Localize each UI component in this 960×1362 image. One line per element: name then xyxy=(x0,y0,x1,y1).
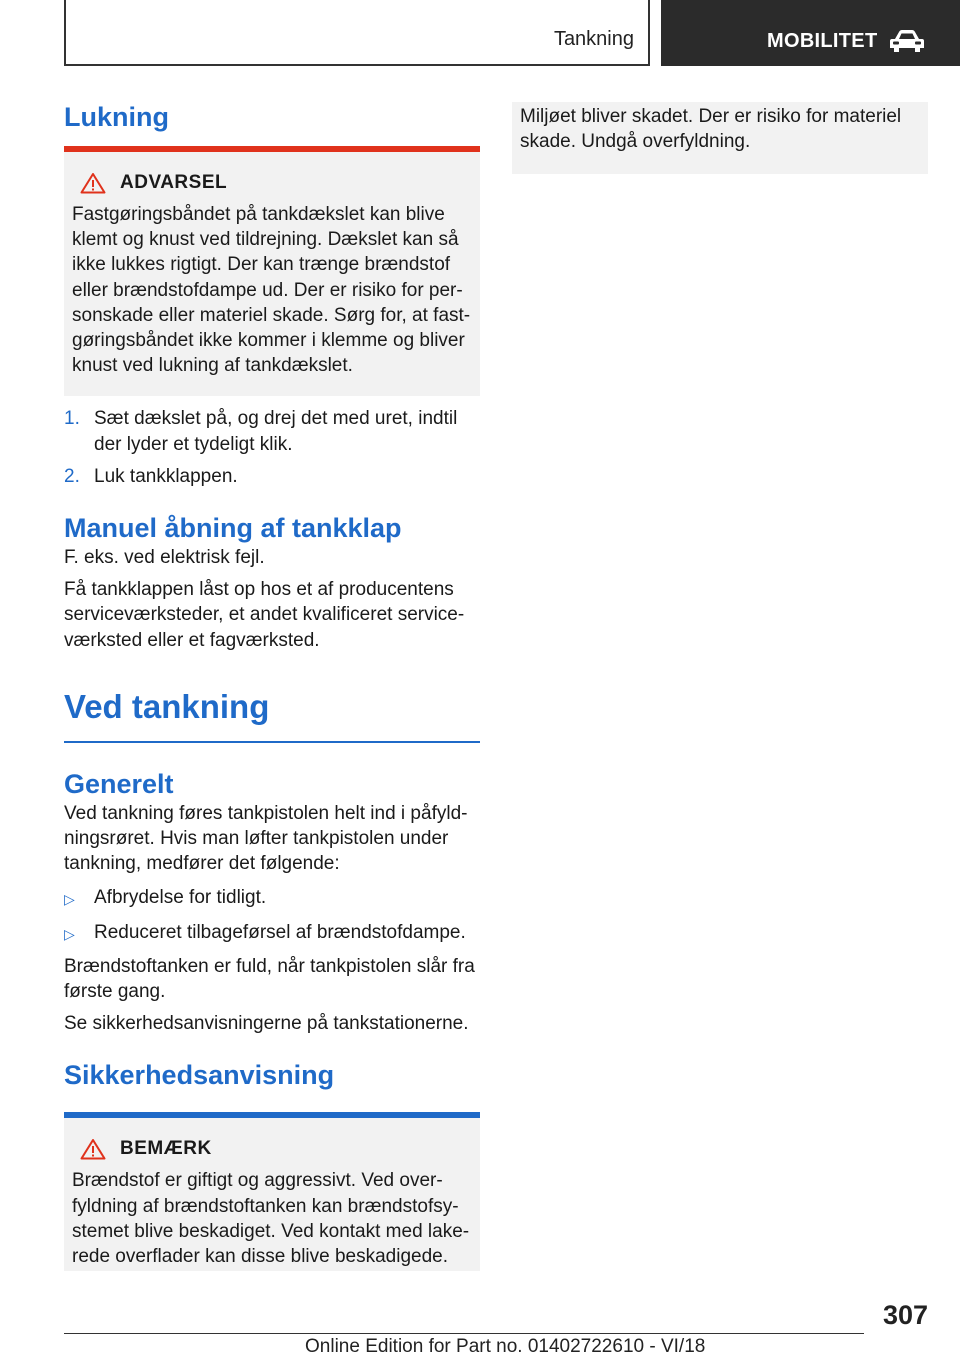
page-number: 307 xyxy=(882,1300,928,1330)
footer-edition: Online Edition for Part no. 01402722610 - VI/18 xyxy=(305,1336,706,1357)
heading-closing: Lukning xyxy=(64,102,169,132)
paragraph: Få tankklappen låst op hos et af producentens serviceværksteder, et andet kvalificeret service-værksted eller et fagværksted. xyxy=(64,579,465,651)
notice-continuation-box xyxy=(512,102,928,174)
left-column xyxy=(64,100,480,1271)
bullet-text: Reduceret tilbageførsel af brændstofdampe. xyxy=(94,921,466,943)
car-front-icon xyxy=(889,29,925,53)
bullet-triangle: ▷ xyxy=(64,891,75,908)
chapter-title: Tankning xyxy=(553,28,634,50)
step-number: 1. xyxy=(64,408,80,430)
bullet-text: Afbrydelse for tidligt. xyxy=(94,887,267,909)
step-number: 2. xyxy=(64,465,80,487)
section-title: MOBILITET xyxy=(767,30,878,52)
list-item xyxy=(64,406,480,456)
refuel-bullets xyxy=(64,885,480,946)
bullet-triangle: ▷ xyxy=(64,925,75,942)
heading-refueling: Ved tankning xyxy=(64,687,270,725)
closing-steps xyxy=(64,406,480,489)
notice-box xyxy=(64,1118,480,1271)
notice-text: Brændstof er giftigt og aggressivt. Ved over-fyldning af brændstoftanken kan brændstofsy-stemet blive beskadiget. Ved kontakt med lake-rede overflader kan disse blive beskadigede. xyxy=(72,1170,470,1268)
heading-manual-opening: Manuel åbning af tankklap xyxy=(64,513,402,544)
warning-triangle-icon xyxy=(80,1138,106,1160)
paragraph: Se sikkerhedsanvisningerne på tankstationerne. xyxy=(64,1013,469,1035)
notice-label: BEMÆRK xyxy=(120,1138,212,1160)
notice-continuation-text: Miljøet bliver skadet. Der er risiko for materiel skade. Undgå overfyldning. xyxy=(520,106,902,153)
warning-box xyxy=(64,152,480,396)
step-text: Sæt dækslet på, og drej det med uret, indtil der lyder et tydeligt klik. xyxy=(94,408,458,455)
heading-rule xyxy=(64,741,480,743)
paragraph: Ved tankning føres tankpistolen helt ind i påfyld-ningsrøret. Hvis man løfter tankpistolen under tankning, medfører det følgende: xyxy=(64,802,468,875)
step-text: Luk tankklappen. xyxy=(94,465,238,487)
heading-safety: Sikkerhedsanvisning xyxy=(64,1060,335,1091)
paragraph: Brændstoftanken er fuld, når tankpistolen slår fra første gang. xyxy=(64,955,475,1003)
header-section-box xyxy=(661,0,960,66)
right-column xyxy=(512,102,928,174)
warning-text: Fastgøringsbåndet på tankdækslet kan blive klemt og knust ved tildrejning. Dækslet kan så ikke lukkes rigtigt. Der kan trænge brændstof eller brændstofdampe ud. Der er risiko for per-sonskade eller materiel skade. Sørg for, at fast-gøringsbåndet ikke kommer i klemme og bliver knust ved lukning af tankdækslet. xyxy=(72,204,471,377)
footer-rule xyxy=(64,1333,864,1334)
warning-triangle-icon xyxy=(80,172,106,194)
warning-label: ADVARSEL xyxy=(120,172,228,193)
list-item xyxy=(64,920,480,947)
list-item xyxy=(64,464,480,489)
list-item xyxy=(64,885,480,912)
header-chapter-box xyxy=(64,0,650,66)
heading-general: Generelt xyxy=(64,768,174,799)
paragraph: F. eks. ved elektrisk fejl. xyxy=(64,547,265,569)
